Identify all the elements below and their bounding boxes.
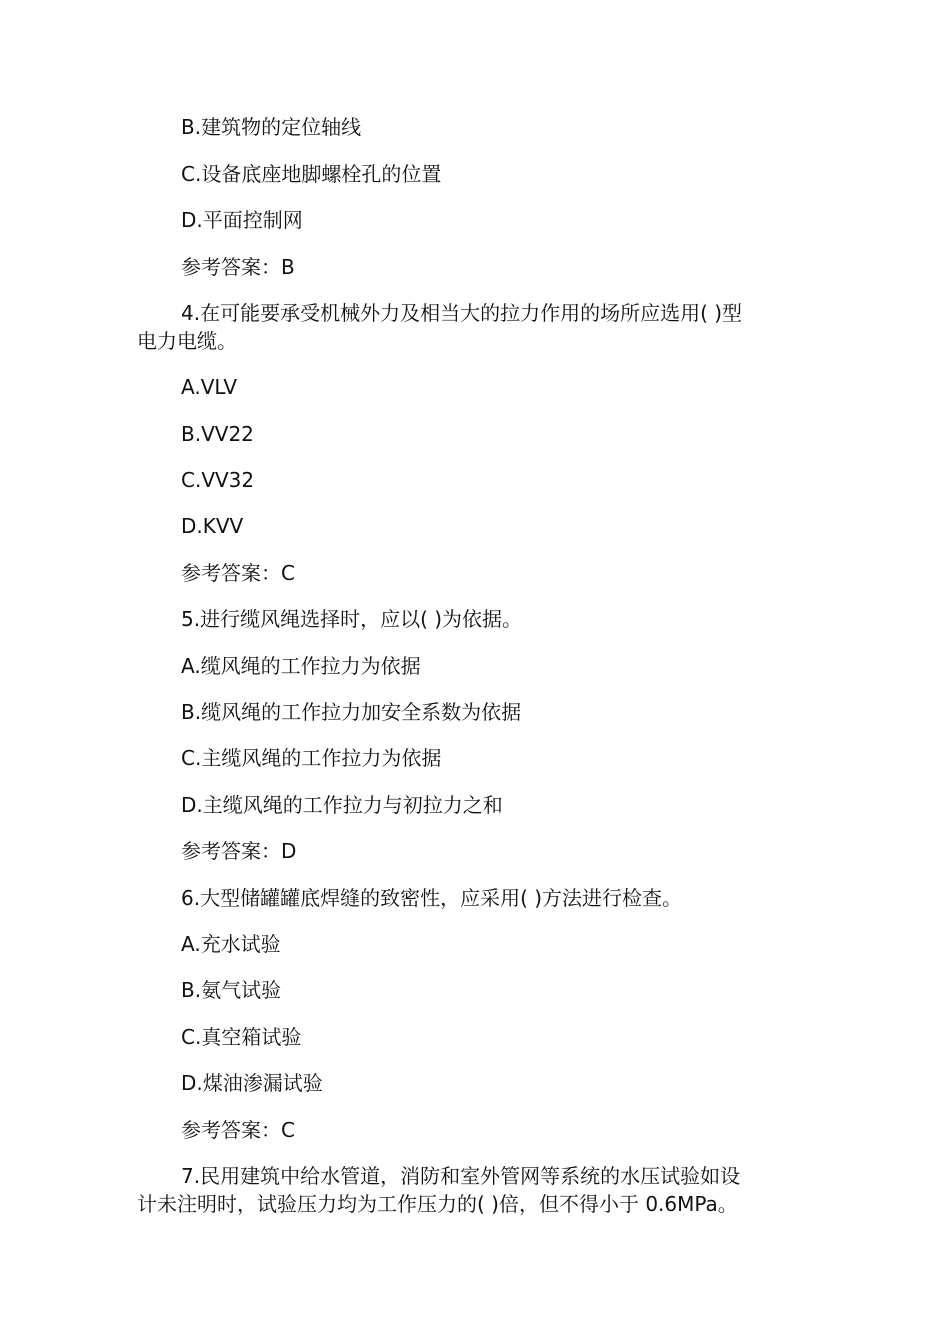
option-a-q6: A.充水试验 — [181, 932, 281, 956]
option-d-q6: D.煤油渗漏试验 — [181, 1071, 323, 1095]
option-b-q4: B.VV22 — [181, 422, 254, 446]
option-c-q3: C.设备底座地脚螺栓孔的位置 — [181, 162, 442, 186]
question-7-line2: 计未注明时，试验压力均为工作压力的( )倍，但不得小于 0.6MPa。 — [137, 1192, 738, 1216]
option-d-q5: D.主缆风绳的工作拉力与初拉力之和 — [181, 793, 503, 817]
question-4-line1: 4.在可能要承受机械外力及相当大的拉力作用的场所应选用( )型 — [181, 301, 743, 325]
question-7-line1: 7.民用建筑中给水管道，消防和室外管网等系统的水压试验如设 — [181, 1164, 741, 1188]
answer-q5: 参考答案：D — [181, 839, 297, 863]
question-6: 6.大型储罐罐底焊缝的致密性，应采用( )方法进行检查。 — [181, 886, 683, 910]
option-b-q6: B.氨气试验 — [181, 978, 282, 1002]
answer-q3: 参考答案：B — [181, 255, 295, 279]
answer-q6: 参考答案：C — [181, 1118, 295, 1142]
option-c-q6: C.真空箱试验 — [181, 1025, 302, 1049]
answer-q4: 参考答案：C — [181, 561, 295, 585]
option-a-q5: A.缆风绳的工作拉力为依据 — [181, 654, 421, 678]
option-a-q4: A.VLV — [181, 375, 237, 399]
option-b-q3: B.建筑物的定位轴线 — [181, 115, 362, 139]
option-b-q5: B.缆风绳的工作拉力加安全系数为依据 — [181, 700, 522, 724]
option-d-q3: D.平面控制网 — [181, 208, 303, 232]
option-c-q5: C.主缆风绳的工作拉力为依据 — [181, 746, 442, 770]
question-4-line2: 电力电缆。 — [137, 329, 237, 353]
option-d-q4: D.KVV — [181, 514, 244, 538]
option-c-q4: C.VV32 — [181, 468, 255, 492]
question-5: 5.进行缆风绳选择时，应以( )为依据。 — [181, 607, 523, 631]
